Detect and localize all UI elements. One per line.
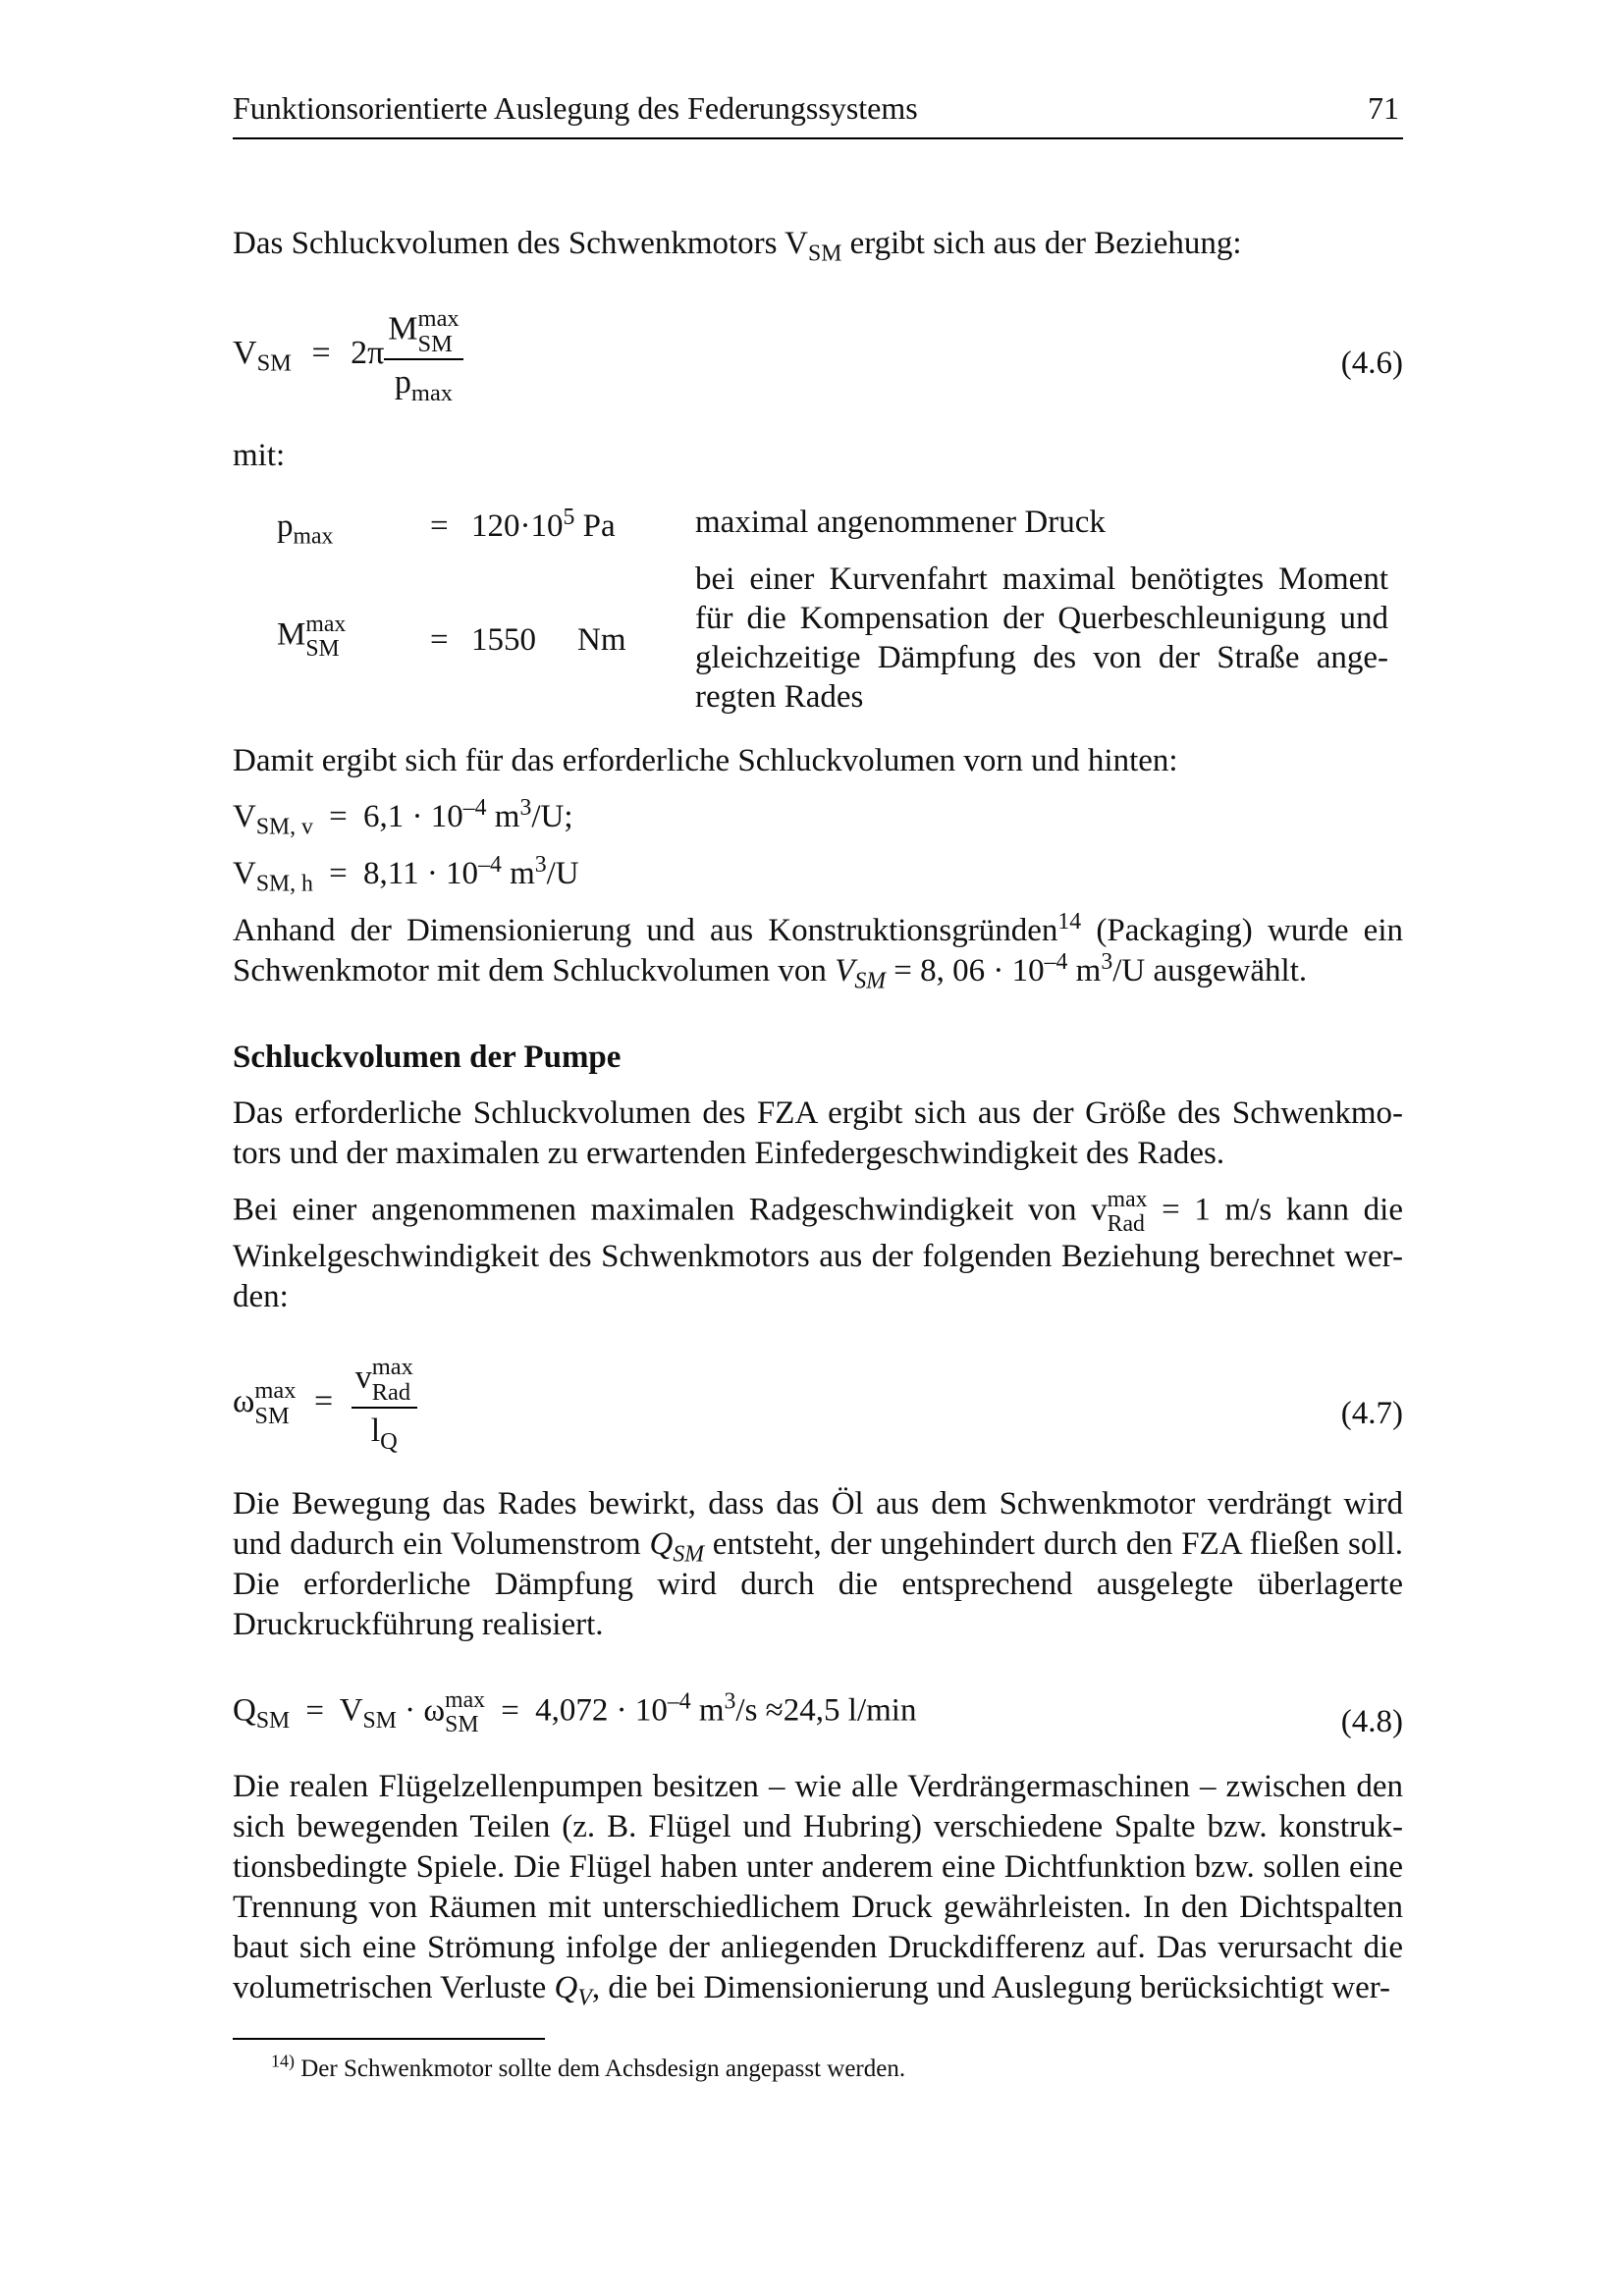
vsm-front-equals: = bbox=[329, 799, 348, 834]
page-number: 71 bbox=[1368, 90, 1399, 126]
motion-paragraph bbox=[233, 1484, 1403, 1645]
param-p-description: maximal angenommener Druck bbox=[695, 505, 1106, 540]
vsm-rear-symbol: V bbox=[233, 856, 256, 891]
intro-text-end: ergibt sich aus der Beziehung: bbox=[841, 226, 1242, 261]
motion-text-a: Die Bewegung das Rades bewirkt, dass das Öl aus dem Schwenkmotor verdrängt wird und dadurch ein Volumenstrom bbox=[233, 1486, 1403, 1562]
param-m-value: 1550 bbox=[471, 622, 536, 658]
equation-number-4-7: (4.7) bbox=[1340, 1396, 1403, 1431]
eq47-equals: = bbox=[314, 1382, 334, 1419]
vsm-front-exp: –4 bbox=[462, 795, 487, 821]
eq47-lhs-sub: SM bbox=[254, 1402, 290, 1429]
pump-paragraph-1-text: Das erforderliche Schluckvolumen des FZA ergibt sich aus der Größe des Schwenkmo-tors und der maximalen zu erwartenden Einfedergeschwindigkeit des Rades. bbox=[233, 1095, 1403, 1171]
selection-unit: m bbox=[1067, 953, 1102, 988]
page-header bbox=[233, 88, 1403, 139]
eq47-fraction bbox=[352, 1354, 417, 1456]
eq48-omega-sup: max bbox=[445, 1687, 485, 1713]
eq48-omega: ω bbox=[423, 1692, 446, 1729]
vsm-front-value: 6,1 · 10 bbox=[363, 799, 463, 834]
running-title: Funktionsorientierte Auslegung des Federungssystems bbox=[233, 90, 918, 126]
eq48-q-sub: SM bbox=[255, 1708, 291, 1735]
pump-paragraph-1 bbox=[233, 1094, 1403, 1174]
param-p-symbol bbox=[277, 507, 334, 550]
footnote-ref-14: 14 bbox=[1057, 909, 1082, 934]
vsm-front bbox=[233, 795, 573, 840]
param-m-description: bei einer Kurvenfahrt maximal benötigtes Moment für die Kompensation der Querbeschleunigung und gleichzeitige Dämpfung des von der Straße ange-regten Rades bbox=[695, 561, 1388, 715]
param-m-unit: Nm bbox=[577, 622, 626, 658]
motion-text-b: entsteht, der ungehindert durch den FZA fließen soll. Die erforderliche Dämpfung wird durch die entsprechend ausgelegte überlagerte Druckruckführung realisiert. bbox=[233, 1526, 1403, 1642]
param-m-letter: M bbox=[277, 616, 306, 653]
eq47-den-sub: Q bbox=[380, 1428, 398, 1456]
footnote-rule bbox=[233, 2038, 545, 2040]
equation-4-8 bbox=[233, 1688, 916, 1737]
eq47-den-symbol: l bbox=[370, 1413, 381, 1450]
selection-exp: –4 bbox=[1044, 949, 1068, 975]
vanes-text-b: , die bei Dimensionierung und Auslegung berücksichtigt wer- bbox=[591, 1970, 1391, 2005]
equation-number-4-6: (4.6) bbox=[1340, 346, 1403, 381]
param-p-number: 120·10 bbox=[471, 508, 564, 544]
vanes-paragraph bbox=[233, 1767, 1403, 2011]
eq48-v-sub: SM bbox=[362, 1708, 397, 1735]
selection-text-e: /U ausgewählt. bbox=[1112, 953, 1308, 988]
eq48-equals-2: = bbox=[501, 1692, 519, 1729]
eq46-lhs-sub: SM bbox=[256, 349, 292, 377]
vsm-rear-unit: m bbox=[501, 856, 535, 891]
eq46-lhs: V bbox=[233, 334, 257, 371]
eq47-lhs-sup: max bbox=[254, 1377, 297, 1405]
selection-v-sub: SM bbox=[854, 968, 887, 994]
footnote-mark: 14) bbox=[271, 2051, 295, 2071]
param-p-exponent: 5 bbox=[563, 505, 575, 530]
param-m-equals: = bbox=[430, 622, 449, 658]
selection-unit-exp: 3 bbox=[1101, 949, 1113, 975]
eq47-num-sup: max bbox=[371, 1354, 413, 1380]
intro-subscript: SM bbox=[808, 240, 842, 267]
eq46-num-symbol: M bbox=[388, 310, 418, 347]
param-m-sup: max bbox=[305, 612, 347, 637]
equation-number-4-8: (4.8) bbox=[1340, 1704, 1403, 1739]
vsm-rear-value: 8,11 · 10 bbox=[363, 856, 479, 891]
eq46-den-symbol: p bbox=[394, 364, 411, 401]
pump-p2-text-a: Bei einer angenommenen maximalen Radgeschwindigkeit von v bbox=[233, 1192, 1108, 1228]
motion-q-sub: SM bbox=[673, 1541, 704, 1568]
vsm-front-unit-exp: 3 bbox=[519, 795, 532, 821]
vanes-q: Q bbox=[554, 1970, 578, 2005]
eq48-v: V bbox=[339, 1692, 363, 1729]
vsm-front-unit-end: /U; bbox=[531, 799, 573, 834]
footnote-text: Der Schwenkmotor sollte dem Achsdesign angepasst werden. bbox=[295, 2056, 906, 2082]
vsm-rear-exp: –4 bbox=[478, 852, 502, 878]
selection-paragraph bbox=[233, 909, 1403, 994]
volume-intro bbox=[233, 741, 1403, 781]
eq47-omega: ω bbox=[233, 1382, 255, 1419]
intro-paragraph bbox=[233, 224, 1403, 267]
selection-text-a: Anhand der Dimensionierung und aus Konstruktionsgründen bbox=[233, 913, 1058, 948]
eq48-value: 4,072 · 10 bbox=[535, 1692, 668, 1729]
volume-intro-text: Damit ergibt sich für das erforderliche Schluckvolumen vorn und hinten: bbox=[233, 743, 1178, 778]
eq46-num-sup: max bbox=[417, 305, 460, 332]
eq46-coefficient: 2π bbox=[351, 334, 385, 371]
vsm-rear-sub: SM, h bbox=[255, 871, 313, 897]
param-p-letter: p bbox=[277, 508, 294, 544]
param-p-sub: max bbox=[293, 523, 334, 550]
pump-p2-sub: Rad bbox=[1107, 1210, 1145, 1237]
eq47-num-sub: Rad bbox=[371, 1378, 411, 1406]
eq47-num-symbol: v bbox=[354, 1359, 372, 1396]
eq48-exp: –4 bbox=[667, 1688, 691, 1715]
eq46-equals: = bbox=[311, 334, 331, 371]
equation-4-6 bbox=[233, 305, 463, 407]
vanes-text-a: Die realen Flügelzellenpumpen besitzen – wie alle Verdrängermaschinen – zwischen den sich bewegenden Teilen (z. B. Flügel und Hubring) verschiedene Spalte bzw. konstruk-tionsbedingte Spiele. Die Flügel haben unter anderem eine Dichtfunktion bzw. sollen eine Trennung von Räumen mit unterschiedlichem Druck gewährleisten. In den Dichtspalten baut sich eine Strömung infolge der anliegenden Druckdifferenz auf. Das verursacht die volumetrischen Verluste bbox=[233, 1769, 1403, 2005]
param-m-sub: SM bbox=[305, 635, 340, 662]
eq48-unit-end: /s ≈24,5 l/min bbox=[735, 1692, 917, 1729]
selection-v: V bbox=[835, 953, 855, 988]
eq48-unit: m bbox=[690, 1692, 725, 1729]
eq48-q: Q bbox=[233, 1692, 256, 1729]
vsm-rear-unit-end: /U bbox=[546, 856, 579, 891]
eq48-dot: · bbox=[405, 1692, 416, 1729]
vsm-rear-unit-exp: 3 bbox=[534, 852, 547, 878]
param-p-equals: = bbox=[430, 508, 449, 544]
equation-4-7 bbox=[233, 1354, 417, 1456]
param-p-value bbox=[471, 507, 616, 547]
eq46-num-sub: SM bbox=[417, 330, 453, 357]
vsm-front-symbol: V bbox=[233, 799, 256, 834]
mit-label: mit: bbox=[233, 438, 286, 473]
vsm-front-sub: SM, v bbox=[255, 814, 313, 840]
eq48-unit-exp: 3 bbox=[724, 1688, 736, 1715]
pump-p2-sup: max bbox=[1107, 1187, 1148, 1212]
vsm-rear bbox=[233, 852, 579, 897]
eq48-equals-1: = bbox=[305, 1692, 325, 1729]
motion-q: Q bbox=[649, 1526, 674, 1562]
selection-text-c: = 8, 06 · 10 bbox=[886, 953, 1045, 988]
eq46-fraction bbox=[384, 305, 462, 407]
footnote-14 bbox=[271, 2051, 906, 2084]
selection-text-b: (Packaging) wurde ein Schwenkmotor mit dem Schluckvolumen von bbox=[233, 913, 1403, 988]
pump-p2-text-b: = 1 m/s kann die Winkelgeschwindigkeit des Schwenkmotors aus der folgenden Beziehung berechnet wer-den: bbox=[233, 1192, 1403, 1314]
intro-text: Das Schluckvolumen des Schwenkmotors V bbox=[233, 226, 808, 261]
vanes-q-sub: V bbox=[577, 1985, 592, 2011]
vsm-front-unit: m bbox=[486, 799, 520, 834]
param-p-unit: Pa bbox=[574, 508, 616, 544]
pump-paragraph-2 bbox=[233, 1188, 1403, 1317]
eq48-omega-sub: SM bbox=[445, 1711, 479, 1737]
eq46-den-sub: max bbox=[410, 380, 454, 407]
vsm-rear-equals: = bbox=[329, 856, 348, 891]
section-heading-pump: Schluckvolumen der Pumpe bbox=[233, 1040, 622, 1075]
param-m-symbol bbox=[277, 613, 346, 662]
